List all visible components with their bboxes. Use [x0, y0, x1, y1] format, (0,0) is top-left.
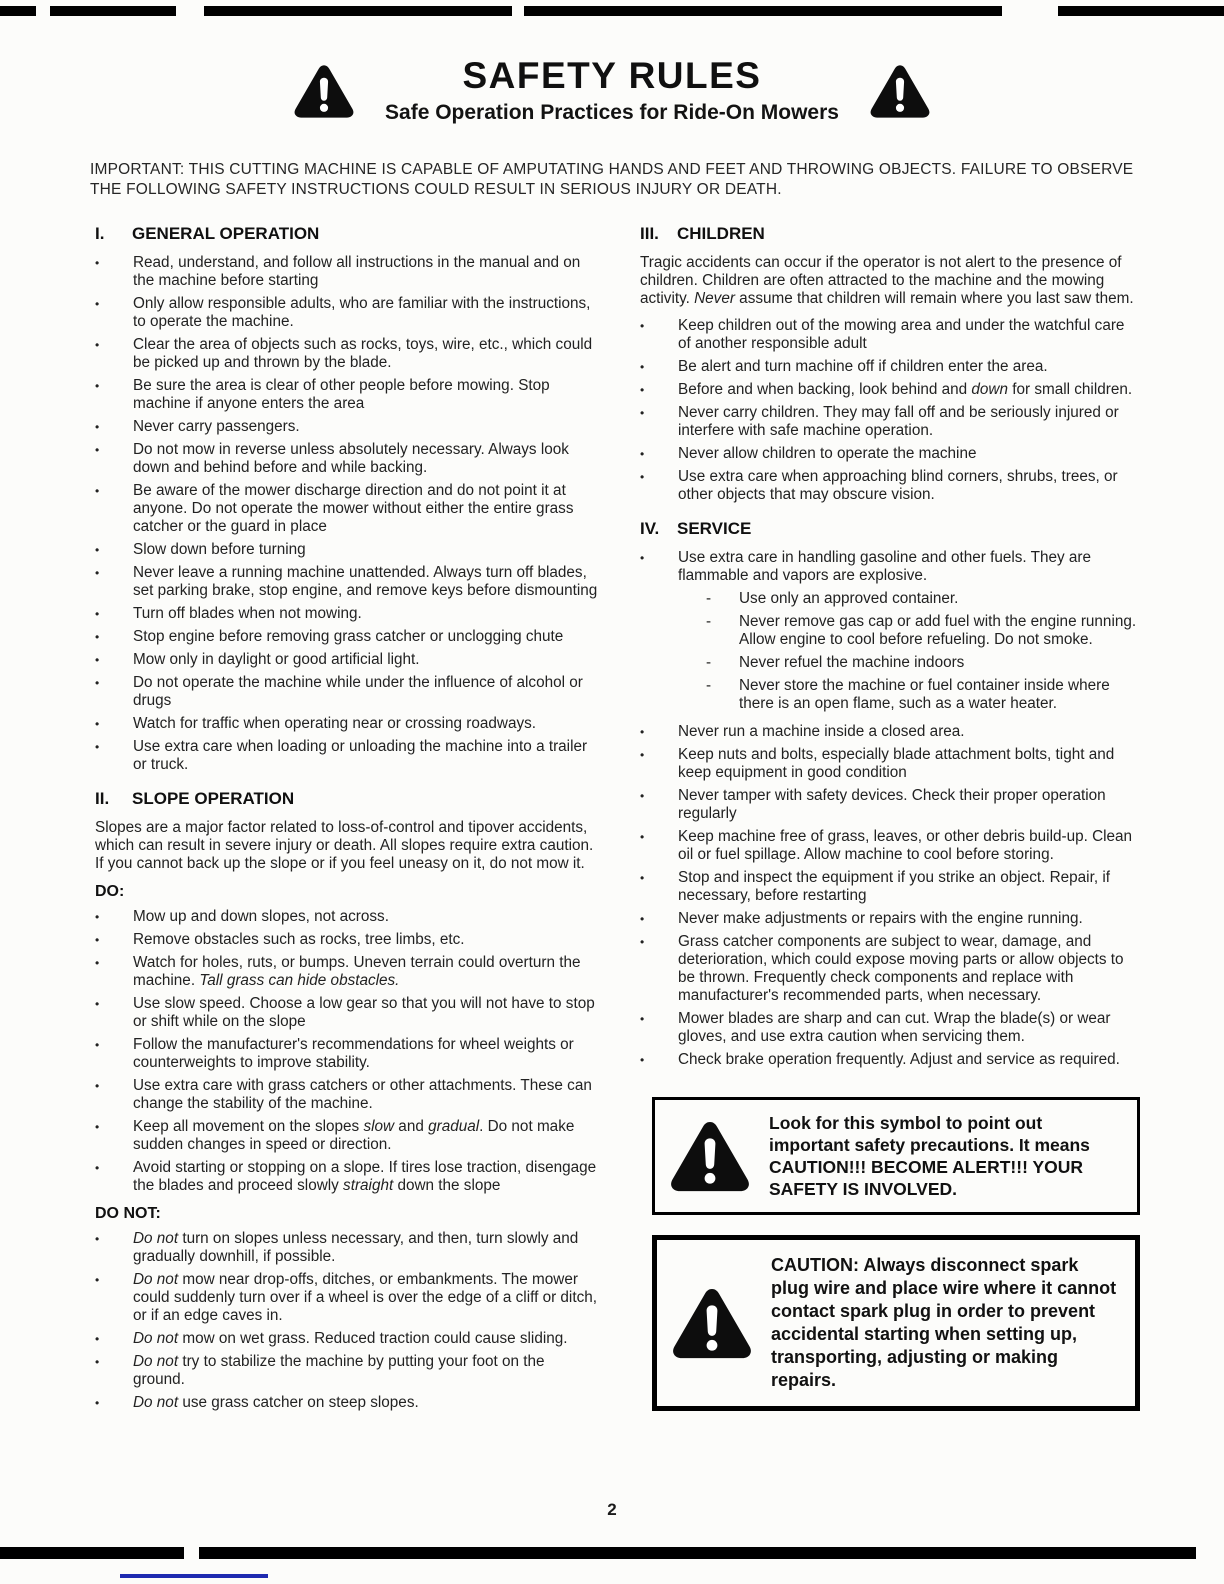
bullet-marker: [95, 1036, 133, 1072]
list-item-body: [678, 1010, 1140, 1046]
list-item-text: Mow only in daylight or good artificial light.: [133, 651, 420, 668]
bullet-marker: [95, 254, 133, 290]
dash-marker: [706, 677, 739, 713]
page-header: [0, 56, 1224, 125]
list-item: [640, 468, 1140, 504]
list-item: [95, 715, 598, 733]
list-item: [95, 1230, 598, 1266]
bullet-marker: [95, 651, 133, 669]
list-item: [640, 1010, 1140, 1046]
list-item-text: Mow up and down slopes, not across.: [133, 908, 389, 925]
bullet-marker: [640, 445, 678, 463]
symbol-alert-text: Look for this symbol to point out important safety precautions. It means CAUTION!!! BECOME ALERT!!! YOUR SAFETY IS INVOLVED.: [769, 1113, 1090, 1199]
section-title: GENERAL OPERATION: [132, 224, 320, 243]
bullet-marker: [640, 787, 678, 823]
bullet-marker: [95, 1330, 133, 1348]
children-intro-paragraph: Tragic accidents can occur if the operator is not alert to the presence of children. Children are often attracted to the machine and the mowing activity. Never assume that children will remain where you last saw them.: [640, 254, 1134, 307]
list-item-text: Never allow children to operate the machine: [678, 445, 977, 462]
do-label: DO:: [95, 883, 125, 900]
warning-triangle-icon: [869, 62, 931, 120]
section-general-operation: [95, 224, 598, 774]
section-number: III.: [640, 224, 659, 243]
list-item: [95, 651, 598, 669]
important-notice: IMPORTANT: THIS CUTTING MACHINE IS CAPABLE OF AMPUTATING HANDS AND FEET AND THROWING OBJECTS. FAILURE TO OBSERVE THE FOLLOWING SAFETY INSTRUCTIONS COULD RESULT IN SERIOUS INJURY OR DEATH.: [90, 161, 1134, 198]
list-item: [95, 541, 598, 559]
bullet-marker: [640, 404, 678, 440]
bullet-marker: [95, 418, 133, 436]
list-item: [95, 564, 598, 600]
bullet-marker: [95, 738, 133, 774]
bullet-marker: [640, 746, 678, 782]
list-item: [95, 908, 598, 926]
warning-triangle-icon: [669, 1118, 751, 1194]
sub-list-item: [706, 677, 1140, 713]
sub-item-text: Use only an approved container.: [739, 590, 959, 607]
list-item-text: Keep nuts and bolts, especially blade attachment bolts, tight and keep equipment in good condition: [678, 746, 1115, 781]
list-item-text: Stop and inspect the equipment if you strike an object. Repair, if necessary, before restarting: [678, 869, 1110, 904]
list-item: [95, 336, 598, 372]
bullet-marker: [640, 381, 678, 399]
list-item: [640, 787, 1140, 823]
caution-spark-plug-box: [652, 1235, 1140, 1411]
list-item: [640, 404, 1140, 440]
dash-marker: [706, 654, 739, 672]
section-children: [640, 224, 1140, 504]
slope-do-list: [95, 908, 598, 1195]
list-item: [640, 869, 1140, 905]
list-item-text: Clear the area of objects such as rocks, toys, wire, etc., which could be picked up and thrown by the blade.: [133, 336, 593, 371]
sub-list: [678, 590, 1140, 713]
list-item-body: [678, 828, 1140, 864]
list-item-text: Keep machine free of grass, leaves, or other debris build-up. Clean oil or fuel spillage. Allow machine to cool before storing.: [678, 828, 1133, 863]
list-item-text: Never tamper with safety devices. Check their proper operation regularly: [678, 787, 1106, 822]
bullet-marker: [95, 1159, 133, 1195]
scan-artifact-top-bar: [0, 6, 1224, 16]
list-item: [640, 723, 1140, 741]
bullet-marker: [95, 605, 133, 623]
bullet-marker: [95, 1394, 133, 1412]
list-item-text: Use extra care in handling gasoline and other fuels. They are flammable and vapors are explosive.: [678, 549, 1091, 584]
bullet-marker: [640, 549, 678, 718]
list-item-text: Be aware of the mower discharge direction and do not point it at anyone. Do not operate the mower without either the entire grass catcher or the guard in place: [133, 482, 574, 535]
list-item-text: Never make adjustments or repairs with the engine running.: [678, 910, 1083, 927]
list-item-text: Before and when backing, look behind and down for small children.: [678, 381, 1133, 398]
section-title: CHILDREN: [677, 224, 765, 243]
section-heading: [640, 224, 1140, 244]
list-item: [95, 954, 598, 990]
list-item-text: Grass catcher components are subject to wear, damage, and deterioration, which could expose moving parts or allow objects to be thrown. Frequently check components and replace with manufacturer's recommended parts, when necessary.: [678, 933, 1124, 1004]
list-item: [95, 1159, 598, 1195]
left-column: [95, 224, 598, 1417]
list-item-text: Use extra care with grass catchers or other attachments. These can change the stability of the machine.: [133, 1077, 592, 1112]
section-title: SLOPE OPERATION: [132, 789, 295, 808]
list-item-body: [678, 723, 1140, 741]
list-item-text: Do not mow near drop-offs, ditches, or embankments. The mower could suddenly turn over if a wheel is over the edge of a cliff or ditch, or if an edge caves in.: [133, 1271, 597, 1324]
slope-intro-paragraph: Slopes are a major factor related to loss-of-control and tipover accidents, which can result in severe injury or death. All slopes require extra caution. If you cannot back up the slope or if you feel uneasy on it, do not mow it.: [95, 819, 594, 872]
list-item: [95, 1394, 598, 1412]
bullet-marker: [95, 715, 133, 733]
section-heading: [640, 519, 1140, 539]
list-item-body: [678, 787, 1140, 823]
section-slope-operation: [95, 789, 598, 1412]
list-item: [95, 441, 598, 477]
list-item: [95, 1353, 598, 1389]
list-item: [95, 931, 598, 949]
sub-list-item: [706, 654, 1140, 672]
bullet-marker: [95, 1230, 133, 1266]
list-item-text: Never leave a running machine unattended. Always turn off blades, set parking brake, stop engine, and remove keys before dismounting: [133, 564, 598, 599]
dash-marker: [706, 590, 739, 608]
list-item: [95, 674, 598, 710]
bullet-marker: [640, 723, 678, 741]
title-block: [385, 56, 839, 125]
list-item-text: Use extra care when loading or unloading the machine into a trailer or truck.: [133, 738, 588, 773]
list-item-text: Never carry passengers.: [133, 418, 300, 435]
sub-list-item: [706, 613, 1140, 649]
list-item-text: Avoid starting or stopping on a slope. If tires lose traction, disengage the blades and proceed slowly straight down the slope: [133, 1159, 597, 1194]
list-item-body: [678, 869, 1140, 905]
bullet-marker: [95, 1118, 133, 1154]
bullet-marker: [640, 358, 678, 376]
list-item: [640, 549, 1140, 718]
list-item-body: [678, 746, 1140, 782]
list-item-text: Use slow speed. Choose a low gear so that you will not have to stop or shift while on the slope: [133, 995, 595, 1030]
right-column: [640, 224, 1140, 1411]
list-item: [640, 381, 1140, 399]
list-item-text: Do not try to stabilize the machine by putting your foot on the ground.: [133, 1353, 545, 1388]
list-item-body: [678, 1051, 1140, 1069]
warning-triangle-icon: [293, 62, 355, 120]
list-item-text: Slow down before turning: [133, 541, 306, 558]
list-item: [95, 1330, 598, 1348]
list-item-text: Keep all movement on the slopes slow and gradual. Do not make sudden changes in speed or direction.: [133, 1118, 575, 1153]
list-item: [95, 1036, 598, 1072]
list-item-text: Do not operate the machine while under the influence of alcohol or drugs: [133, 674, 583, 709]
section-heading: [95, 789, 598, 809]
list-item-text: Never carry children. They may fall off and be seriously injured or interfere with safe machine operation.: [678, 404, 1119, 439]
page-subtitle: Safe Operation Practices for Ride-On Mowers: [385, 101, 839, 124]
symbol-alert-box: [652, 1097, 1140, 1215]
dash-marker: [706, 613, 739, 649]
list-item-text: Do not turn on slopes unless necessary, and then, turn slowly and gradually downhill, if possible.: [133, 1230, 579, 1265]
caution-spark-plug-text: CAUTION: Always disconnect spark plug wire and place wire where it cannot contact spark plug in order to prevent accidental starting when setting up, transporting, adjusting or making repairs.: [771, 1255, 1117, 1390]
list-item-text: Be sure the area is clear of other people before mowing. Stop machine if anyone enters the area: [133, 377, 550, 412]
bullet-marker: [95, 674, 133, 710]
list-item: [95, 482, 598, 536]
list-item: [95, 995, 598, 1031]
list-item-text: Turn off blades when not mowing.: [133, 605, 362, 622]
bullet-marker: [95, 336, 133, 372]
page-number: 2: [607, 1500, 617, 1519]
bullet-marker: [640, 933, 678, 1005]
bullet-marker: [95, 1353, 133, 1389]
list-item: [640, 933, 1140, 1005]
list-item-text: Do not mow on wet grass. Reduced traction could cause sliding.: [133, 1330, 568, 1347]
section-title: SERVICE: [677, 519, 752, 538]
bullet-marker: [95, 954, 133, 990]
scan-artifact-bottom-bar: [0, 1547, 1196, 1559]
bullet-marker: [95, 908, 133, 926]
list-item: [95, 1118, 598, 1154]
general-operation-list: [95, 254, 598, 774]
list-item: [640, 828, 1140, 864]
list-item: [95, 295, 598, 331]
sub-item-text: Never remove gas cap or add fuel with the engine running. Allow engine to cool before refueling. Do not smoke.: [739, 613, 1137, 648]
bullet-marker: [640, 468, 678, 504]
list-item: [95, 738, 598, 774]
bullet-marker: [95, 482, 133, 536]
bullet-marker: [640, 1051, 678, 1069]
list-item-text: Stop engine before removing grass catcher or unclogging chute: [133, 628, 564, 645]
page-title: SAFETY RULES: [462, 55, 762, 96]
section-number: II.: [95, 789, 110, 808]
list-item: [95, 377, 598, 413]
bullet-marker: [95, 1077, 133, 1113]
bullet-marker: [640, 317, 678, 353]
scan-artifact-blue-line: [120, 1574, 268, 1578]
list-item: [95, 418, 598, 436]
section-service: [640, 519, 1140, 1069]
bullet-marker: [95, 295, 133, 331]
list-item-text: Use extra care when approaching blind corners, shrubs, trees, or other objects that may obscure vision.: [678, 468, 1118, 503]
bullet-marker: [640, 910, 678, 928]
bullet-marker: [95, 441, 133, 477]
children-list: [640, 317, 1140, 504]
bullet-marker: [95, 1271, 133, 1325]
section-number: I.: [95, 224, 105, 243]
list-item-text: Never run a machine inside a closed area.: [678, 723, 965, 740]
list-item-body: [678, 549, 1140, 718]
list-item: [95, 1271, 598, 1325]
bullet-marker: [95, 628, 133, 646]
list-item-text: Only allow responsible adults, who are familiar with the instructions, to operate the machine.: [133, 295, 591, 330]
list-item-text: Remove obstacles such as rocks, tree limbs, etc.: [133, 931, 465, 948]
list-item: [640, 746, 1140, 782]
section-heading: [95, 224, 598, 244]
list-item-text: Follow the manufacturer's recommendations for wheel weights or counterweights to improve stability.: [133, 1036, 574, 1071]
list-item: [640, 358, 1140, 376]
list-item-body: [678, 933, 1140, 1005]
list-item: [95, 628, 598, 646]
list-item: [95, 1077, 598, 1113]
bullet-marker: [95, 564, 133, 600]
warning-triangle-icon: [671, 1285, 753, 1361]
sub-list-item: [706, 590, 1140, 608]
list-item-text: Read, understand, and follow all instructions in the manual and on the machine before starting: [133, 254, 581, 289]
list-item: [640, 317, 1140, 353]
list-item-text: Watch for traffic when operating near or crossing roadways.: [133, 715, 537, 732]
sub-item-text: Never store the machine or fuel container inside where there is an open flame, such as a water heater.: [739, 677, 1110, 712]
list-item: [640, 445, 1140, 463]
bullet-marker: [95, 995, 133, 1031]
list-item: [640, 1051, 1140, 1069]
list-item-text: Watch for holes, ruts, or bumps. Uneven terrain could overturn the machine. Tall grass can hide obstacles.: [133, 954, 581, 989]
list-item: [95, 605, 598, 623]
section-number: IV.: [640, 519, 660, 538]
bullet-marker: [640, 869, 678, 905]
bullet-marker: [95, 377, 133, 413]
list-item-text: Be alert and turn machine off if children enter the area.: [678, 358, 1048, 375]
slope-do-not-list: [95, 1230, 598, 1412]
do-not-label: DO NOT:: [95, 1205, 161, 1222]
list-item-text: Check brake operation frequently. Adjust and service as required.: [678, 1051, 1120, 1068]
list-item-text: Mower blades are sharp and can cut. Wrap the blade(s) or wear gloves, and use extra caution when servicing them.: [678, 1010, 1111, 1045]
sub-item-text: Never refuel the machine indoors: [739, 654, 965, 671]
list-item-text: Do not use grass catcher on steep slopes.: [133, 1394, 419, 1411]
list-item-text: Keep children out of the mowing area and under the watchful care of another responsible adult: [678, 317, 1125, 352]
bullet-marker: [95, 541, 133, 559]
list-item: [640, 910, 1140, 928]
bullet-marker: [640, 828, 678, 864]
bullet-marker: [640, 1010, 678, 1046]
list-item-body: [678, 910, 1140, 928]
list-item: [95, 254, 598, 290]
service-list: [640, 549, 1140, 1069]
list-item-text: Do not mow in reverse unless absolutely necessary. Always look down and behind before and while backing.: [133, 441, 569, 476]
bullet-marker: [95, 931, 133, 949]
